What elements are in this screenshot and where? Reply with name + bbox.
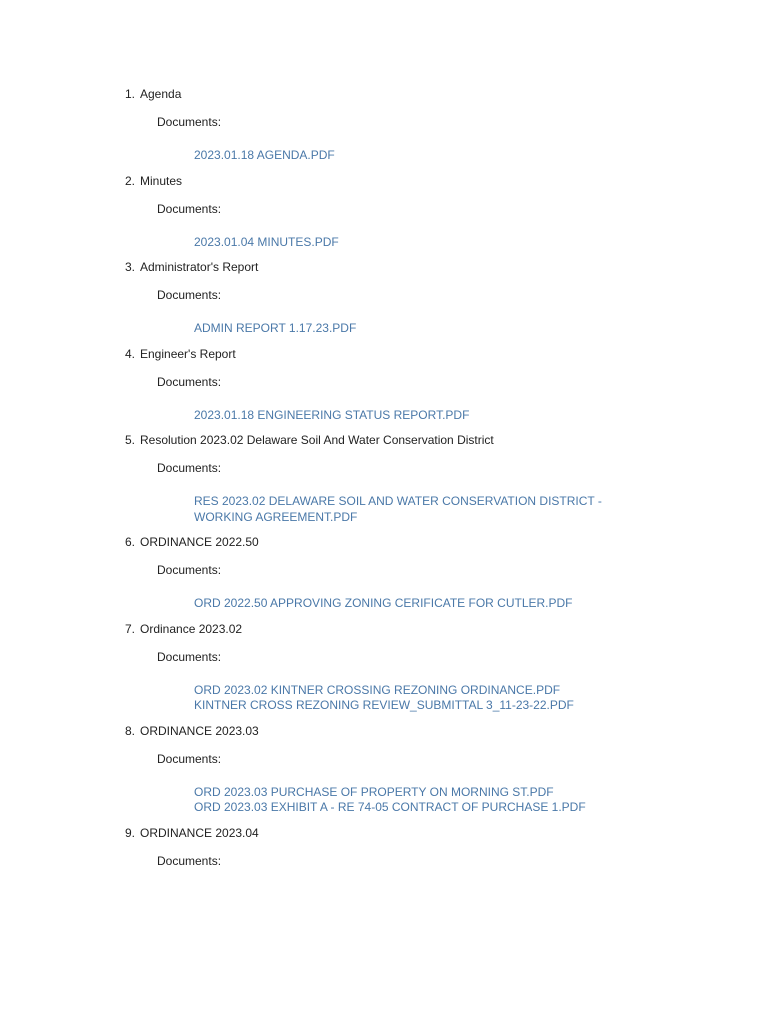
document-list	[194, 408, 624, 424]
document-link[interactable]: 2023.01.18 AGENDA.PDF	[194, 148, 335, 162]
agenda-item	[0, 432, 770, 525]
agenda-item	[0, 173, 770, 251]
item-title: Resolution 2023.02 Delaware Soil And Water Conservation District	[140, 433, 494, 447]
item-title: Ordinance 2023.02	[140, 621, 243, 636]
documents-label: Documents:	[157, 288, 222, 302]
item-number: 3.	[124, 260, 135, 274]
document-list	[194, 785, 624, 816]
item-number: 9.	[124, 825, 135, 840]
item-number: 7.	[124, 621, 135, 636]
documents-label: Documents:	[157, 563, 222, 577]
item-title: Administrator's Report	[140, 260, 259, 274]
item-title: Minutes	[140, 173, 183, 188]
agenda-item	[0, 825, 770, 869]
documents-label: Documents:	[157, 201, 222, 216]
agenda-item-header	[0, 723, 770, 739]
document-list	[194, 596, 624, 612]
item-number: 6.	[124, 535, 135, 549]
document-link[interactable]: KINTNER CROSS REZONING REVIEW_SUBMITTAL 3_11-23-22.PDF	[194, 698, 574, 712]
item-number: 2.	[124, 173, 135, 188]
document-link[interactable]: RES 2023.02 DELAWARE SOIL AND WATER CONSERVATION DISTRICT - WORKING AGREEMENT.PDF	[194, 494, 602, 524]
document-link[interactable]: ORD 2022.50 APPROVING ZONING CERIFICATE FOR CUTLER.PDF	[194, 596, 573, 610]
item-number: 8.	[124, 723, 135, 738]
document-link[interactable]: ORD 2023.03 PURCHASE OF PROPERTY ON MORNING ST.PDF	[194, 784, 554, 799]
item-title: Engineer's Report	[140, 346, 236, 361]
documents-label: Documents:	[157, 461, 222, 475]
agenda-item-header	[0, 259, 770, 275]
agenda-item	[0, 534, 770, 612]
document-list	[194, 235, 624, 251]
document-link[interactable]: ORD 2023.02 KINTNER CROSSING REZONING ORDINANCE.PDF	[194, 682, 561, 697]
item-title: ORDINANCE 2023.03	[140, 723, 259, 738]
document-list	[194, 148, 624, 164]
agenda-item-header	[0, 534, 770, 550]
documents-label: Documents:	[157, 853, 222, 868]
item-title: Agenda	[140, 87, 182, 101]
document-list	[194, 494, 624, 525]
documents-label: Documents:	[157, 115, 222, 129]
document-link[interactable]: ADMIN REPORT 1.17.23.PDF	[194, 321, 357, 335]
document-link[interactable]: 2023.01.04 MINUTES.PDF	[194, 234, 339, 249]
agenda-item	[0, 86, 770, 164]
document-list	[194, 321, 624, 337]
agenda-item	[0, 723, 770, 816]
item-title: ORDINANCE 2023.04	[140, 825, 259, 840]
agenda-item-header	[0, 432, 770, 448]
agenda-list	[0, 86, 770, 878]
agenda-item	[0, 259, 770, 337]
item-number: 1.	[124, 87, 135, 101]
item-number: 5.	[124, 433, 135, 447]
document-link[interactable]: ORD 2023.03 EXHIBIT A - RE 74-05 CONTRACT OF PURCHASE 1.PDF	[194, 800, 586, 814]
item-number: 4.	[124, 346, 135, 361]
document-list	[194, 683, 624, 714]
agenda-item-header	[0, 173, 770, 189]
agenda-item-header	[0, 825, 770, 841]
agenda-item-header	[0, 346, 770, 362]
agenda-item-header	[0, 621, 770, 637]
item-title: ORDINANCE 2022.50	[140, 535, 259, 549]
documents-label: Documents:	[157, 374, 222, 389]
documents-label: Documents:	[157, 751, 222, 766]
agenda-item	[0, 346, 770, 424]
agenda-item	[0, 621, 770, 714]
agenda-item-header	[0, 86, 770, 102]
document-link[interactable]: 2023.01.18 ENGINEERING STATUS REPORT.PDF	[194, 407, 470, 422]
documents-label: Documents:	[157, 649, 222, 664]
